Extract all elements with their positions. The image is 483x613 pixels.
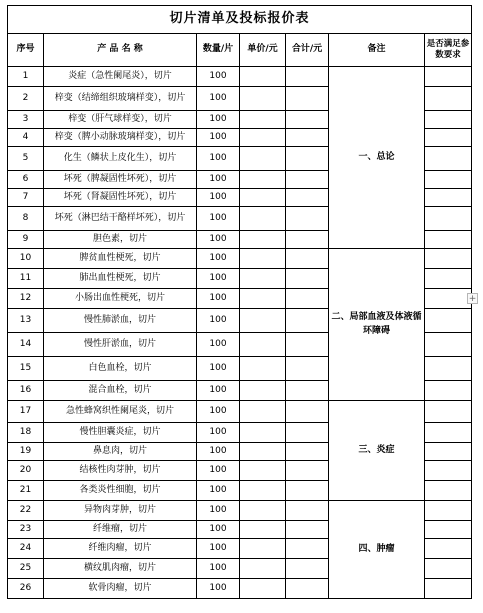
row-quantity: 100: [197, 443, 240, 461]
row-unit-price-cell[interactable]: [240, 147, 286, 171]
row-meets-requirements-cell[interactable]: [425, 381, 472, 401]
row-subtotal-cell[interactable]: [286, 87, 329, 111]
row-meets-requirements-cell[interactable]: [425, 521, 472, 539]
row-subtotal-cell[interactable]: [286, 147, 329, 171]
row-meets-requirements-cell[interactable]: [425, 559, 472, 579]
row-subtotal-cell[interactable]: [286, 381, 329, 401]
row-product-name: 梓变（肝气球样变），切片: [44, 111, 197, 129]
row-seq: 2: [8, 87, 44, 111]
row-product-name: 化生（鳞状上皮化生），切片: [44, 147, 197, 171]
row-meets-requirements-cell[interactable]: [425, 231, 472, 249]
row-seq: 9: [8, 231, 44, 249]
row-meets-requirements-cell[interactable]: [425, 147, 472, 171]
row-seq: 16: [8, 381, 44, 401]
title-row: [8, 6, 472, 34]
row-seq: 19: [8, 443, 44, 461]
row-subtotal-cell[interactable]: [286, 333, 329, 357]
row-unit-price-cell[interactable]: [240, 501, 286, 521]
row-seq: 17: [8, 401, 44, 423]
header-unit-price: 单价/元: [240, 34, 286, 67]
row-meets-requirements-cell[interactable]: [425, 357, 472, 381]
row-seq: 10: [8, 249, 44, 269]
row-product-name: 混合血栓，切片: [44, 381, 197, 401]
row-meets-requirements-cell[interactable]: [425, 207, 472, 231]
row-unit-price-cell[interactable]: [240, 521, 286, 539]
row-unit-price-cell[interactable]: [240, 401, 286, 423]
row-quantity: 100: [197, 381, 240, 401]
row-seq: 21: [8, 481, 44, 501]
row-seq: 22: [8, 501, 44, 521]
row-unit-price-cell[interactable]: [240, 87, 286, 111]
row-seq: 24: [8, 539, 44, 559]
row-seq: 25: [8, 559, 44, 579]
price-table: [7, 5, 472, 599]
table-row: [8, 401, 472, 423]
row-subtotal-cell[interactable]: [286, 357, 329, 381]
row-product-name: 纤维肉瘤，切片: [44, 539, 197, 559]
row-seq: 5: [8, 147, 44, 171]
row-meets-requirements-cell[interactable]: [425, 249, 472, 269]
row-unit-price-cell[interactable]: [240, 539, 286, 559]
row-meets-requirements-cell[interactable]: [425, 539, 472, 559]
row-product-name: 胆色素，切片: [44, 231, 197, 249]
table-row: [8, 67, 472, 87]
header-meets-requirements: 是否满足参数要求: [425, 34, 472, 67]
row-meets-requirements-cell[interactable]: [425, 67, 472, 87]
row-seq: 7: [8, 189, 44, 207]
row-product-name: 坏死（肾凝固性坏死），切片: [44, 189, 197, 207]
row-quantity: 100: [197, 269, 240, 289]
row-meets-requirements-cell[interactable]: [425, 289, 472, 309]
row-product-name: 慢性胆囊炎症，切片: [44, 423, 197, 443]
row-seq: 13: [8, 309, 44, 333]
row-subtotal-cell[interactable]: [286, 67, 329, 87]
row-unit-price-cell[interactable]: [240, 579, 286, 599]
row-product-name: 小肠出血性梗死，切片: [44, 289, 197, 309]
header-row: [8, 34, 472, 67]
row-seq: 23: [8, 521, 44, 539]
row-quantity: 100: [197, 207, 240, 231]
row-product-name: 各类炎性细胞，切片: [44, 481, 197, 501]
row-unit-price-cell[interactable]: [240, 171, 286, 189]
row-subtotal-cell[interactable]: [286, 521, 329, 539]
row-product-name: 白色血栓，切片: [44, 357, 197, 381]
row-subtotal-cell[interactable]: [286, 481, 329, 501]
header-seq: 序号: [8, 34, 44, 67]
row-quantity: 100: [197, 501, 240, 521]
row-quantity: 100: [197, 461, 240, 481]
row-seq: 14: [8, 333, 44, 357]
row-subtotal-cell[interactable]: [286, 129, 329, 147]
row-subtotal-cell[interactable]: [286, 289, 329, 309]
row-product-name: 横纹肌肉瘤，切片: [44, 559, 197, 579]
row-quantity: 100: [197, 249, 240, 269]
row-subtotal-cell[interactable]: [286, 401, 329, 423]
row-quantity: 100: [197, 87, 240, 111]
row-product-name: 结核性肉芽肿，切片: [44, 461, 197, 481]
row-subtotal-cell[interactable]: [286, 423, 329, 443]
row-unit-price-cell[interactable]: [240, 423, 286, 443]
category-label: 二、局部血液及体液循环障碍: [329, 249, 425, 401]
row-product-name: 脾贫血性梗死，切片: [44, 249, 197, 269]
row-unit-price-cell[interactable]: [240, 357, 286, 381]
row-unit-price-cell[interactable]: [240, 381, 286, 401]
row-subtotal-cell[interactable]: [286, 249, 329, 269]
row-meets-requirements-cell[interactable]: [425, 501, 472, 521]
row-quantity: 100: [197, 539, 240, 559]
row-seq: 12: [8, 289, 44, 309]
row-meets-requirements-cell[interactable]: [425, 333, 472, 357]
row-product-name: 肺出血性梗死，切片: [44, 269, 197, 289]
header-notes: 备注: [329, 34, 425, 67]
row-quantity: 100: [197, 231, 240, 249]
row-seq: 4: [8, 129, 44, 147]
table-title: 切片清单及投标报价表: [8, 6, 472, 34]
row-product-name: 异物肉芽肿，切片: [44, 501, 197, 521]
row-subtotal-cell[interactable]: [286, 539, 329, 559]
header-name: 产 品 名 称: [44, 34, 197, 67]
row-meets-requirements-cell[interactable]: [425, 87, 472, 111]
row-seq: 6: [8, 171, 44, 189]
row-unit-price-cell[interactable]: [240, 309, 286, 333]
row-subtotal-cell[interactable]: [286, 231, 329, 249]
row-quantity: 100: [197, 171, 240, 189]
row-product-name: 纤维瘤，切片: [44, 521, 197, 539]
row-unit-price-cell[interactable]: [240, 461, 286, 481]
row-subtotal-cell[interactable]: [286, 559, 329, 579]
category-label: 四、肿瘤: [329, 501, 425, 599]
row-quantity: 100: [197, 559, 240, 579]
row-product-name: 坏死（脾凝固性坏死），切片: [44, 171, 197, 189]
row-unit-price-cell[interactable]: [240, 289, 286, 309]
row-unit-price-cell[interactable]: [240, 249, 286, 269]
quote-sheet: [7, 5, 472, 599]
row-product-name: 软骨肉瘤，切片: [44, 579, 197, 599]
row-subtotal-cell[interactable]: [286, 309, 329, 333]
row-seq: 20: [8, 461, 44, 481]
row-unit-price-cell[interactable]: [240, 129, 286, 147]
row-quantity: 100: [197, 357, 240, 381]
row-quantity: 100: [197, 289, 240, 309]
row-subtotal-cell[interactable]: [286, 189, 329, 207]
row-quantity: 100: [197, 147, 240, 171]
category-label: 三、炎症: [329, 401, 425, 501]
row-product-name: 坏死（淋巴结干酪样坏死），切片: [44, 207, 197, 231]
row-unit-price-cell[interactable]: [240, 207, 286, 231]
row-unit-price-cell[interactable]: [240, 443, 286, 461]
row-meets-requirements-cell[interactable]: [425, 481, 472, 501]
row-subtotal-cell[interactable]: [286, 207, 329, 231]
row-subtotal-cell[interactable]: [286, 579, 329, 599]
row-meets-requirements-cell[interactable]: [425, 579, 472, 599]
row-quantity: 100: [197, 401, 240, 423]
row-seq: 11: [8, 269, 44, 289]
row-unit-price-cell[interactable]: [240, 189, 286, 207]
row-quantity: 100: [197, 129, 240, 147]
row-subtotal-cell[interactable]: [286, 461, 329, 481]
row-meets-requirements-cell[interactable]: [425, 129, 472, 147]
row-meets-requirements-cell[interactable]: [425, 171, 472, 189]
row-product-name: 慢性肝淤血，切片: [44, 333, 197, 357]
row-product-name: 炎症（急性阑尾炎），切片: [44, 67, 197, 87]
row-meets-requirements-cell[interactable]: [425, 461, 472, 481]
row-unit-price-cell[interactable]: [240, 269, 286, 289]
row-seq: 3: [8, 111, 44, 129]
row-seq: 1: [8, 67, 44, 87]
row-unit-price-cell[interactable]: [240, 111, 286, 129]
table-body: [8, 67, 472, 599]
row-unit-price-cell[interactable]: [240, 559, 286, 579]
row-quantity: 100: [197, 423, 240, 443]
row-quantity: 100: [197, 309, 240, 333]
row-product-name: 慢性肺淤血，切片: [44, 309, 197, 333]
table-row: [8, 249, 472, 269]
row-product-name: 鼻息肉，切片: [44, 443, 197, 461]
add-column-handle-icon[interactable]: +: [468, 294, 477, 304]
row-subtotal-cell[interactable]: [286, 111, 329, 129]
row-seq: 18: [8, 423, 44, 443]
row-subtotal-cell[interactable]: [286, 171, 329, 189]
row-subtotal-cell[interactable]: [286, 501, 329, 521]
row-meets-requirements-cell[interactable]: [425, 189, 472, 207]
row-quantity: 100: [197, 189, 240, 207]
row-quantity: 100: [197, 67, 240, 87]
row-subtotal-cell[interactable]: [286, 269, 329, 289]
row-unit-price-cell[interactable]: [240, 333, 286, 357]
row-meets-requirements-cell[interactable]: [425, 443, 472, 461]
row-quantity: 100: [197, 333, 240, 357]
row-quantity: 100: [197, 481, 240, 501]
row-meets-requirements-cell[interactable]: [425, 269, 472, 289]
row-seq: 26: [8, 579, 44, 599]
category-label: 一、总论: [329, 67, 425, 249]
row-unit-price-cell[interactable]: [240, 231, 286, 249]
row-meets-requirements-cell[interactable]: [425, 309, 472, 333]
row-product-name: 急性蜂窝织性阑尾炎，切片: [44, 401, 197, 423]
row-meets-requirements-cell[interactable]: [425, 111, 472, 129]
row-quantity: 100: [197, 579, 240, 599]
row-unit-price-cell[interactable]: [240, 481, 286, 501]
row-seq: 15: [8, 357, 44, 381]
row-subtotal-cell[interactable]: [286, 443, 329, 461]
row-seq: 8: [8, 207, 44, 231]
table-row: [8, 501, 472, 521]
row-meets-requirements-cell[interactable]: [425, 401, 472, 423]
header-subtotal: 合计/元: [286, 34, 329, 67]
row-quantity: 100: [197, 521, 240, 539]
row-quantity: 100: [197, 111, 240, 129]
row-unit-price-cell[interactable]: [240, 67, 286, 87]
row-product-name: 梓变（结缔组织玻璃样变），切片: [44, 87, 197, 111]
row-meets-requirements-cell[interactable]: [425, 423, 472, 443]
header-quantity: 数量/片: [197, 34, 240, 67]
row-product-name: 梓变（脾小动脉玻璃样变），切片: [44, 129, 197, 147]
